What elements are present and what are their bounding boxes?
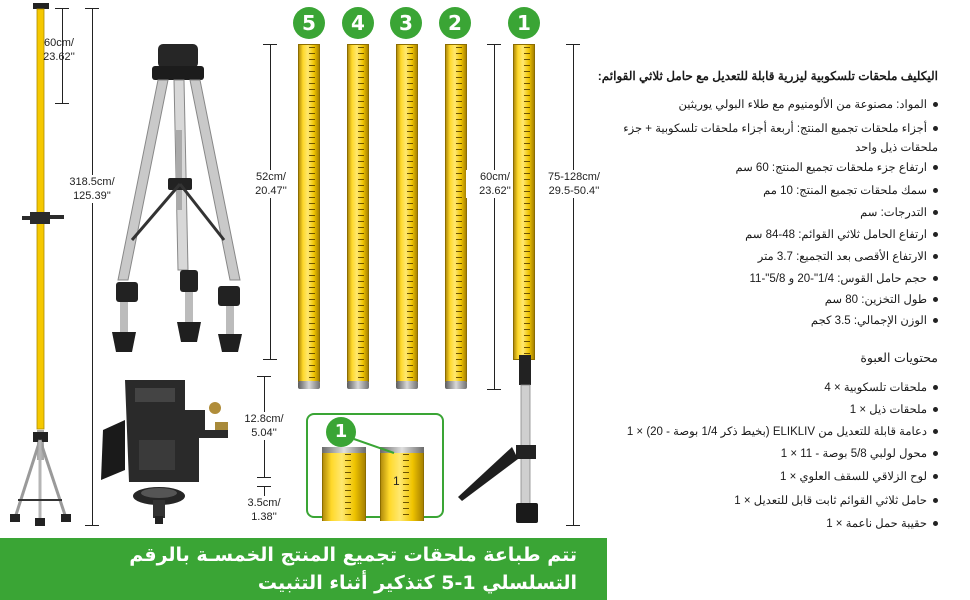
- banner-line-2: التسلسلي 1-5 كتذكير أثناء التثبيت: [257, 572, 577, 594]
- laser-clamp: [30, 212, 50, 224]
- contents-item: ملحقات ذيل × 1: [850, 403, 938, 418]
- pole-number-badge: 4: [342, 7, 374, 39]
- contents-item: حقيبة حمل ناعمة × 1: [826, 517, 938, 532]
- tripod-height-dimension: [236, 170, 306, 198]
- pole-section-4: [347, 44, 369, 382]
- pole-dimension-line: [494, 44, 495, 390]
- spec-item: أجزاء ملحقات تجميع المنتج: أربعة أجزاء ملحقات تلسكوبية + جزء: [623, 122, 938, 137]
- pole-section-3: [396, 44, 418, 382]
- telescopic-height-dimension: [536, 170, 612, 198]
- dim-imperial: 23.62'': [43, 51, 75, 63]
- pole-section-2: [445, 44, 467, 382]
- spec-item: ارتفاع الحامل ثلاثي القوائم: 48-84 سم: [745, 228, 938, 243]
- dim-imperial: 29.5-50.4'': [548, 185, 600, 197]
- serial-number-banner: [0, 538, 607, 600]
- spec-item: الوزن الإجمالي: 3.5 كجم: [811, 314, 938, 329]
- spec-item-continued: ملحقات ذيل واحد: [855, 142, 938, 154]
- dim-imperial: 20.47'': [255, 185, 287, 197]
- dim-metric: 52cm/: [256, 171, 286, 183]
- dim-metric: 3.5cm/: [247, 497, 281, 509]
- pole-section-5: [298, 44, 320, 382]
- spec-item: التدرجات: سم: [860, 206, 938, 221]
- tripod-dimension-line: [270, 44, 271, 360]
- pole-number-badge: 3: [390, 7, 422, 39]
- contents-item: لوح الزلاقي للسقف العلوي × 1: [780, 470, 938, 485]
- serial-number-inset: [306, 413, 444, 518]
- pole-number-badge: 1: [508, 7, 540, 39]
- tripod-leg: [40, 440, 66, 518]
- mount-height-dimension: [228, 412, 300, 440]
- spec-item: الارتفاع الأقصى بعد التجميع: 3.7 متر: [758, 250, 938, 265]
- contents-title: محتويات العبوة: [860, 351, 938, 365]
- dim-metric: 75-128cm/: [548, 171, 600, 183]
- specs-title: اليكليف ملحقات تلسكوبية ليزرية قابلة للتعديل مع حامل ثلاثي القوائم:: [597, 69, 938, 83]
- adapter-height-dimension: [228, 496, 300, 524]
- spec-item: ارتفاع جزء ملحقات تجميع المنتج: 60 سم: [735, 161, 938, 176]
- contents-item: دعامة قابلة للتعديل من ELIKLIV (بخيط ذكر 1/4 بوصة - 20) × 1: [627, 425, 938, 440]
- spec-item: طول التخزين: 80 سم: [825, 293, 938, 308]
- inset-serial-label: 1: [393, 474, 400, 488]
- spec-item: سمك ملحقات تجميع المنتج: 10 مم: [763, 184, 938, 199]
- dim-metric: 60cm/: [44, 37, 74, 49]
- pole-number-badge: 2: [439, 7, 471, 39]
- telescopic-dimension-line: [573, 44, 574, 526]
- tripod-leg: [15, 440, 40, 518]
- dim-metric: 60cm/: [480, 171, 510, 183]
- dim-imperial: 23.62'': [479, 185, 511, 197]
- inset-number-badge: 1: [326, 417, 356, 447]
- tripod-illustration: [100, 40, 260, 360]
- ceiling-pad: [33, 3, 49, 9]
- contents-item: محول لولبي 5/8 بوصة - 11 × 1: [781, 447, 938, 462]
- pole-section-1: [513, 44, 535, 360]
- telescopic-tail-illustration: [450, 355, 560, 527]
- contents-item: ملحقات تلسكوبية × 4: [824, 381, 938, 396]
- spec-item: حجم حامل القوس: 1/4"-20 و 5/8"-11: [750, 272, 939, 287]
- assembled-pole-svg: [0, 0, 75, 535]
- top-extension-dimension: [30, 36, 88, 64]
- dim-imperial: 125.39'': [73, 190, 111, 202]
- dim-metric: 12.8cm/: [244, 413, 284, 425]
- contents-item: حامل ثلاثي القوائم ثابت قابل للتعديل × 1: [734, 494, 938, 509]
- total-height-dimension-line: [92, 8, 93, 526]
- banner-line-1: تتم طباعة ملحقات تجميع المنتج الخمسـة بالرقم: [129, 544, 577, 566]
- dim-imperial: 1.38'': [251, 511, 277, 523]
- dim-metric: 318.5cm/: [69, 176, 115, 188]
- dim-imperial: 5.04'': [251, 427, 277, 439]
- pole-number-badge: 5: [293, 7, 325, 39]
- spec-item: المواد: مصنوعة من الألومنيوم مع طلاء البولي يوريثين: [678, 98, 938, 113]
